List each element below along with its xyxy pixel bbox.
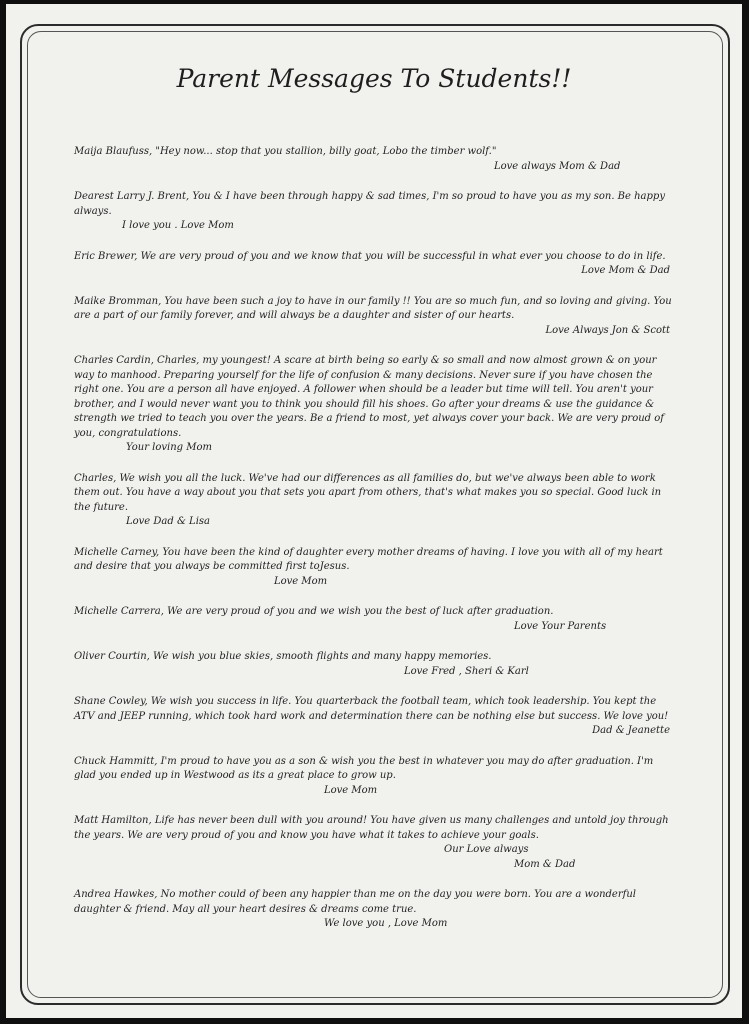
message	[74, 755, 672, 799]
message	[74, 605, 672, 634]
message-signature: Your loving Mom	[126, 442, 212, 453]
message-signature: We love you , Love Mom	[324, 918, 448, 929]
message	[74, 354, 672, 456]
message-signature: Dad & Jeanette	[592, 725, 670, 736]
message-signature: Love Always Jon & Scott	[545, 324, 670, 336]
message-text: Charles Cardin, Charles, my youngest! A scare at birth being so early & so small and now almost grown & on your way to manhood. Preparing yourself for the life of confusion & many decisions. Never sure if you have chosen the right one. You are a person all have enjoyed. A follower when should be a leader but time will tell. You aren't your brother, and I would never want you to think you should fill his shoes. Go after your dreams & use the guidance & strength we tried to teach you over the years. Be a friend to most, yet always cover your back. We are very proud of you, congratulations.	[74, 355, 664, 439]
message	[74, 546, 672, 590]
message-text: Michelle Carrera, We are very proud of you and we wish you the best of luck after graduation.	[74, 606, 554, 617]
message-text: Dearest Larry J. Brent, You & I have been through happy & sad times, I'm so proud to have you as my son. Be happy always.	[74, 191, 665, 217]
message-text: Matt Hamilton, Life has never been dull with you around! You have given us many challenges and untold joy through the years. We are very proud of you and know you have what it takes to achieve your goals.	[74, 815, 669, 841]
message	[74, 190, 672, 234]
message	[74, 695, 672, 739]
message-text: Maija Blaufuss, "Hey now... stop that you stallion, billy goat, Lobo the timber wolf."	[74, 146, 497, 157]
message-signature: Mom & Dad	[514, 858, 576, 870]
message-signature: Love Mom	[274, 575, 328, 587]
page-title: Parent Messages To Students!!	[176, 64, 572, 93]
message-text: Chuck Hammitt, I'm proud to have you as a son & wish you the best in whatever you may do after graduation. I'm glad you ended up in Westwood as its a great place to grow up.	[74, 755, 654, 781]
message-text: Eric Brewer, We are very proud of you and we know that you will be successful in what ever you choose to do in life.	[74, 250, 666, 262]
message	[74, 250, 672, 279]
message-signature: Love Dad & Lisa	[126, 516, 210, 527]
message-text: Maike Bromman, You have been such a joy to have in our family !! You are so much fun, and so loving and giving. You are a part of our family forever, and will always be a daughter and sister of our hearts.	[74, 295, 672, 321]
message	[74, 295, 672, 339]
message-signature: Love Your Parents	[514, 620, 607, 632]
message	[74, 888, 672, 932]
message-text: Michelle Carney, You have been the kind of daughter every mother dreams of having. I love you with all of my heart and desire that you always be committed first toJesus.	[74, 546, 663, 572]
message-signature: Love Mom	[324, 784, 378, 796]
messages-list	[74, 145, 672, 948]
message-signature: Love always Mom & Dad	[494, 160, 621, 172]
message	[74, 472, 672, 530]
message-text: Andrea Hawkes, No mother could of been any happier than me on the day you were born. You are a wonderful daughter & friend. May all your heart desires & dreams come true.	[74, 889, 636, 915]
message-text: Oliver Courtin, We wish you blue skies, smooth flights and many happy memories.	[74, 651, 492, 662]
message-signature: Our Love always	[444, 844, 529, 855]
message	[74, 145, 672, 174]
message	[74, 650, 672, 679]
yearbook-page	[6, 4, 742, 1018]
message-text: Charles, We wish you all the luck. We've had our differences as all families do, but we've always been able to work them out. You have a way about you that sets you apart from others, that's what makes you so special. Good luck in the future.	[74, 472, 662, 513]
message	[74, 814, 672, 872]
message-signature: Love Fred , Sheri & Karl	[404, 665, 529, 677]
message-text: Shane Cowley, We wish you success in life. You quarterback the football team, which took leadership. You kept the ATV and JEEP running, which took hard work and determination there can be nothing else but success. We love you!	[74, 696, 669, 722]
message-signature: Love Mom & Dad	[581, 265, 670, 276]
message-signature: I love you . Love Mom	[122, 220, 234, 231]
